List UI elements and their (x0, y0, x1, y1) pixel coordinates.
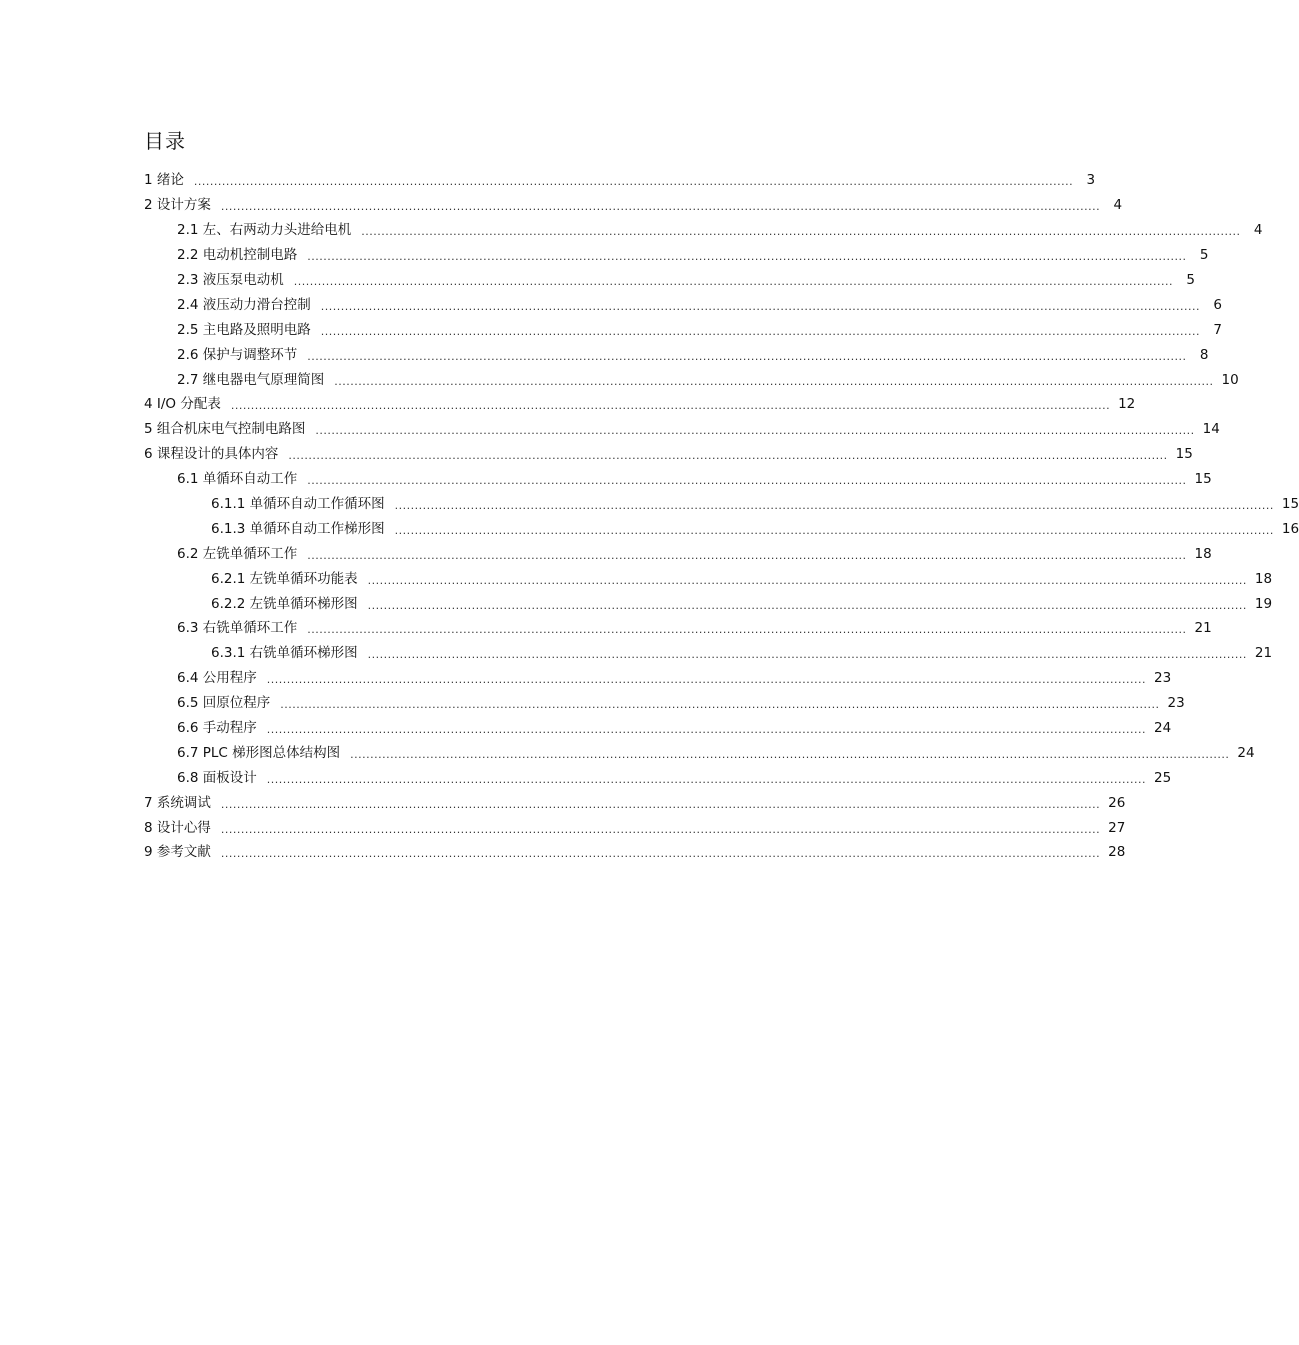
toc-entry[interactable] (144, 292, 1223, 317)
toc-entry-page-number: 19 (1254, 595, 1273, 612)
dot-leader: ............................................................................................................................................................................................................................ (367, 573, 1247, 587)
toc-entry-title: 1 绪论 (144, 172, 184, 189)
toc-entry-title: 6.5 回原位程序 (177, 695, 271, 712)
toc-entry-title: 6.8 面板设计 (177, 769, 257, 786)
toc-entry[interactable] (144, 193, 1123, 218)
toc-entry-page-number: 5 (1199, 247, 1209, 264)
toc-entry-title: 2.2 电动机控制电路 (177, 247, 298, 264)
dot-leader: ............................................................................................................................................................................................................................ (334, 374, 1214, 388)
dot-leader: ............................................................................................................................................................................................................................ (361, 225, 1241, 239)
toc-entry[interactable] (144, 218, 1263, 243)
dot-leader: ............................................................................................................................................................................................................................ (280, 698, 1160, 712)
toc-entry[interactable] (144, 566, 1273, 591)
toc-entry-title: 2 设计方案 (144, 197, 211, 214)
toc-entry-page-number: 26 (1108, 794, 1126, 811)
dot-leader: ............................................................................................................................................................................................................................ (320, 299, 1201, 313)
dot-leader: ............................................................................................................................................................................................................................ (307, 250, 1187, 264)
toc-entry-title: 6.2.1 左铣单循环功能表 (211, 570, 358, 587)
toc-entry[interactable] (144, 342, 1209, 367)
dot-leader: ............................................................................................................................................................................................................................ (394, 523, 1274, 537)
toc-entry-title: 2.3 液压泵电动机 (177, 272, 284, 288)
toc-entry[interactable] (144, 840, 1126, 865)
toc-entry[interactable] (144, 367, 1239, 392)
toc-entry-page-number: 23 (1154, 670, 1172, 687)
dot-leader: ............................................................................................................................................................................................................................ (293, 275, 1174, 288)
toc-entry-page-number: 10 (1221, 371, 1239, 388)
toc-entry[interactable] (144, 442, 1193, 467)
toc-entry-title: 6.2 左铣单循环工作 (177, 545, 298, 562)
toc-entry[interactable] (144, 666, 1172, 691)
dot-leader: ............................................................................................................................................................................................................................ (266, 723, 1147, 737)
toc-entry-page-number: 14 (1202, 421, 1220, 438)
toc-entry-title: 6.2.2 左铣单循环梯形图 (211, 595, 358, 612)
dot-leader: ............................................................................................................................................................................................................................ (220, 847, 1101, 861)
toc-entry-title: 6 课程设计的具体内容 (144, 446, 279, 463)
toc-entry[interactable] (144, 815, 1126, 840)
toc-entry-title: 6.3 右铣单循环工作 (177, 620, 298, 637)
toc-entry-page-number: 28 (1108, 844, 1126, 861)
toc-entry[interactable] (144, 392, 1136, 417)
toc-entry[interactable] (144, 591, 1273, 616)
toc-entry-page-number: 25 (1154, 769, 1172, 786)
toc-entry[interactable] (144, 691, 1185, 716)
toc-entry-title: 4 I/O 分配表 (144, 396, 221, 413)
toc-entry[interactable] (144, 492, 1299, 517)
toc-entry[interactable] (144, 541, 1212, 566)
toc-entry-page-number: 16 (1281, 520, 1299, 537)
toc-entry-page-number: 4 (1253, 222, 1263, 239)
toc-entry[interactable] (144, 243, 1209, 268)
toc-entry-page-number: 18 (1254, 570, 1273, 587)
dot-leader: ............................................................................................................................................................................................................................ (307, 623, 1187, 637)
toc-entry-page-number: 23 (1167, 695, 1185, 712)
toc-entry-page-number: 3 (1086, 172, 1096, 189)
dot-leader: ............................................................................................................................................................................................................................ (394, 499, 1274, 513)
dot-leader: ............................................................................................................................................................................................................................ (266, 673, 1147, 687)
dot-leader: ............................................................................................................................................................................................................................ (220, 797, 1101, 811)
toc-entry-title: 2.6 保护与调整环节 (177, 346, 298, 363)
toc-entry[interactable] (144, 268, 1196, 293)
toc-entry-title: 2.5 主电路及照明电路 (177, 321, 311, 338)
toc-entry-title: 6.6 手动程序 (177, 720, 257, 737)
toc-entry-title: 6.4 公用程序 (177, 670, 257, 687)
dot-leader: ............................................................................................................................................................................................................................ (367, 648, 1247, 662)
dot-leader: ............................................................................................................................................................................................................................ (307, 474, 1187, 488)
toc-entry-title: 6.1.1 单循环自动工作循环图 (211, 496, 385, 513)
toc-entry-title: 2.1 左、右两动力头进给电机 (177, 222, 352, 239)
toc-entry-page-number: 5 (1186, 272, 1196, 288)
toc-entry-title: 9 参考文献 (144, 844, 211, 861)
toc-entry-page-number: 15 (1175, 446, 1193, 463)
toc-list (144, 168, 1299, 865)
dot-leader: ............................................................................................................................................................................................................................ (307, 349, 1187, 363)
toc-entry-title: 6.1 单循环自动工作 (177, 471, 298, 488)
toc-entry[interactable] (144, 616, 1212, 641)
toc-entry-title: 2.7 继电器电气原理简图 (177, 371, 325, 388)
dot-leader: ............................................................................................................................................................................................................................ (307, 548, 1187, 562)
toc-entry-title: 6.3.1 右铣单循环梯形图 (211, 645, 358, 662)
toc-entry-page-number: 18 (1194, 545, 1212, 562)
toc-entry-page-number: 21 (1194, 620, 1212, 637)
toc-entry-page-number: 24 (1154, 720, 1172, 737)
toc-title: 目录 (144, 129, 186, 153)
dot-leader: ............................................................................................................................................................................................................................ (266, 772, 1147, 786)
toc-entry-page-number: 24 (1237, 744, 1255, 761)
dot-leader: ............................................................................................................................................................................................................................ (367, 598, 1247, 612)
toc-entry[interactable] (144, 740, 1255, 765)
toc-entry-page-number: 15 (1194, 471, 1212, 488)
dot-leader: ............................................................................................................................................................................................................................ (230, 399, 1111, 413)
toc-entry-page-number: 7 (1213, 321, 1223, 338)
toc-entry-title: 6.1.3 单循环自动工作梯形图 (211, 520, 385, 537)
toc-entry-page-number: 21 (1254, 645, 1273, 662)
toc-entry[interactable] (144, 641, 1273, 666)
toc-entry-title: 2.4 液压动力滑台控制 (177, 296, 311, 313)
toc-entry[interactable] (144, 467, 1212, 492)
toc-entry[interactable] (144, 317, 1223, 342)
dot-leader: ............................................................................................................................................................................................................................ (288, 449, 1168, 463)
dot-leader: ............................................................................................................................................................................................................................ (315, 424, 1195, 438)
toc-entry[interactable] (144, 417, 1220, 442)
toc-entry[interactable] (144, 716, 1172, 741)
toc-entry-page-number: 8 (1199, 346, 1209, 363)
toc-entry[interactable] (144, 765, 1172, 790)
toc-entry-page-number: 4 (1113, 197, 1123, 214)
toc-entry[interactable] (144, 516, 1299, 541)
toc-entry-page-number: 12 (1118, 396, 1136, 413)
toc-entry[interactable] (144, 168, 1096, 193)
dot-leader: ............................................................................................................................................................................................................................ (320, 324, 1201, 338)
dot-leader: ............................................................................................................................................................................................................................ (220, 822, 1101, 836)
dot-leader: ............................................................................................................................................................................................................................ (220, 200, 1101, 214)
dot-leader: ............................................................................................................................................................................................................................ (193, 175, 1074, 189)
toc-entry-title: 8 设计心得 (144, 819, 211, 836)
toc-entry-title: 7 系统调试 (144, 794, 211, 811)
toc-entry[interactable] (144, 790, 1126, 815)
toc-entry-title: 5 组合机床电气控制电路图 (144, 421, 306, 438)
dot-leader: ............................................................................................................................................................................................................................ (350, 747, 1230, 761)
toc-entry-page-number: 15 (1281, 496, 1299, 513)
toc-entry-title: 6.7 PLC 梯形图总体结构图 (177, 744, 341, 761)
toc-entry-page-number: 27 (1108, 819, 1126, 836)
toc-entry-page-number: 6 (1213, 296, 1223, 313)
